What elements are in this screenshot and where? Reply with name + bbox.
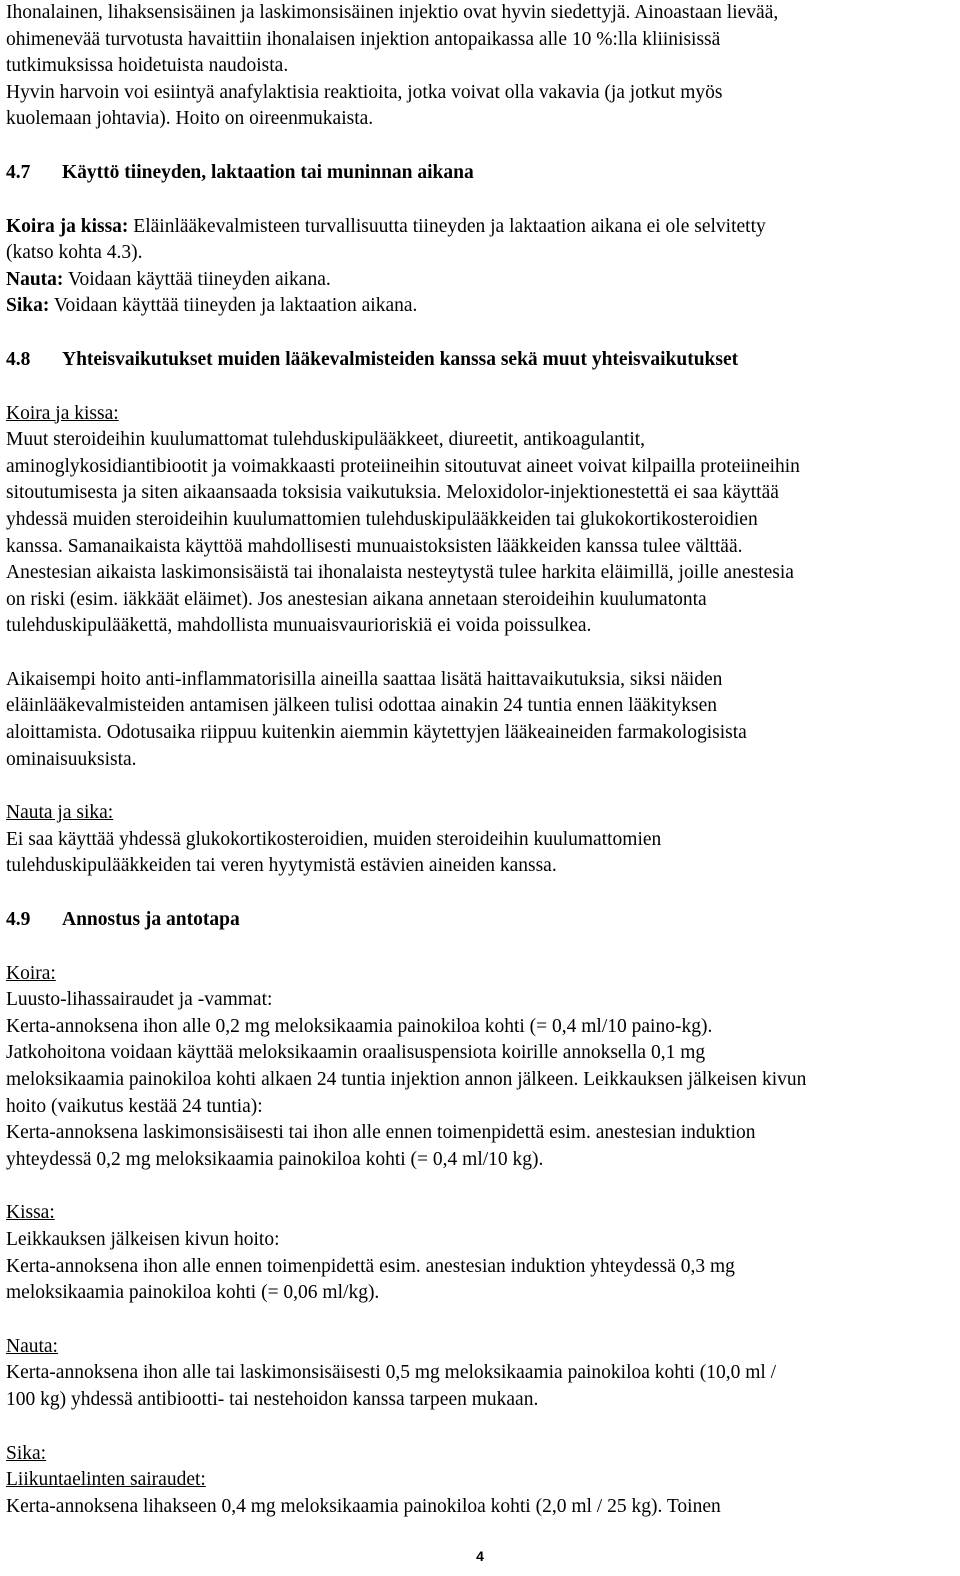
text-line: tulehduskipulääkettä, mahdollista munuaisvaurioriskiä ei voida poissulkea. [6, 615, 592, 637]
text-line: Hyvin harvoin voi esiintyä anafylaktisia reaktioita, jotka voivat olla vakavia (ja jotkut myös [6, 81, 723, 103]
text-line: Jatkohoitona voidaan käyttää meloksikaamin oraalisuspensiota koirille annoksella 0,1 mg [6, 1042, 706, 1064]
species-label: Nauta: [6, 268, 64, 290]
text-line [6, 293, 954, 320]
species-label: Nauta: [6, 1335, 58, 1357]
section-heading-4-7 [6, 160, 954, 187]
text-line: Muut steroideihin kuulumattomat tulehduskipulääkkeet, diureetit, antikoagulantit, [6, 429, 646, 451]
text-line: on riski (esim. iäkkäät eläimet). Jos anestesian aikana annetaan steroideihin kuulumatonta [6, 588, 707, 610]
text-line: meloksikaamia painokiloa kohti (= 0,06 ml/kg). [6, 1282, 380, 1304]
text-fragment: Voidaan käyttää tiineyden ja laktaation aikana. [49, 295, 418, 317]
text-line: Ei saa käyttää yhdessä glukokortikosteroidien, muiden steroideihin kuulumattomien [6, 828, 662, 850]
text-line: ominaisuuksista. [6, 748, 137, 770]
text-line: aminoglykosidiantibiootit ja voimakkaasti proteiineihin sitoutuvat aineet voivat kilpailla proteiineihin [6, 455, 800, 477]
text-line: ohimenevää turvotusta havaittiin ihonalaisen injektion antopaikassa alle 10 %:lla kliinisissä [6, 28, 721, 50]
section-4-7-body [6, 214, 954, 320]
section-number: 4.7 [6, 161, 31, 183]
text-line: Aikaisempi hoito anti-inflammatorisilla aineilla saattaa lisätä haittavaikutuksia, siksi näiden [6, 668, 723, 690]
text-line: kanssa. Samanaikaista käyttöä mahdollisesti munuaistoksisten lääkkeiden kanssa tulee välttää. [6, 535, 743, 557]
text-line: Kerta-annoksena lihakseen 0,4 mg meloksikaamia painokiloa kohti (2,0 ml / 25 kg). Toinen [6, 1495, 721, 1517]
section-4-8-body [6, 401, 954, 881]
text-line: meloksikaamia painokiloa kohti alkaen 24 tuntia injektion annon jälkeen. Leikkauksen jälkeisen kivun [6, 1069, 807, 1090]
text-line: Kerta-annoksena ihon alle tai laskimonsisäisesti 0,5 mg meloksikaamia painokiloa kohti (10,0 ml / [6, 1362, 777, 1384]
section-number: 4.9 [6, 909, 31, 931]
text-fragment: Voidaan käyttää tiineyden aikana. [63, 268, 331, 290]
section-heading-4-8 [6, 347, 954, 374]
species-label: Nauta ja sika: [6, 802, 114, 824]
text-line: kuolemaan johtavia). Hoito on oireenmukaista. [6, 108, 374, 130]
text-line: Kerta-annoksena laskimonsisäisesti tai ihon alle ennen toimenpidettä esim. anestesian induktion [6, 1122, 756, 1144]
text-line: sitoutumisesta ja siten aikaansaada toksisia vaikutuksia. Meloxidolor-injektionestettä ei saa käyttää [6, 482, 779, 504]
section-title: Annostus ja antotapa [62, 909, 240, 931]
text-line: hoito (vaikutus kestää 24 tuntia): [6, 1095, 263, 1117]
intro-paragraph [6, 0, 954, 133]
text-fragment: Eläinlääkevalmisteen turvallisuutta tiineyden ja laktaation aikana ei ole selvitetty [128, 215, 766, 237]
text-line [6, 214, 954, 241]
text-line: eläinlääkevalmisteiden antamisen jälkeen tulisi odottaa ainakin 24 tuntia ennen lääkityksen [6, 695, 717, 717]
subheading: Liikuntaelinten sairaudet: [6, 1469, 206, 1491]
text-line: 100 kg) yhdessä antibiootti- tai nestehoidon kanssa tarpeen mukaan. [6, 1388, 539, 1410]
text-line: Luusto-lihassairaudet ja -vammat: [6, 989, 273, 1011]
species-label: Koira ja kissa: [6, 215, 129, 237]
species-label: Koira ja kissa: [6, 402, 119, 424]
species-label: Sika: [6, 1442, 47, 1464]
text-line: (katso kohta 4.3). [6, 242, 143, 264]
species-label: Sika: [6, 295, 50, 317]
text-line: Kerta-annoksena ihon alle 0,2 mg meloksikaamia painokiloa kohti (= 0,4 ml/10 paino-kg). [6, 1015, 713, 1037]
text-line: tulehduskipulääkkeiden tai veren hyytymistä estävien aineiden kanssa. [6, 855, 557, 877]
text-line: Kerta-annoksena ihon alle ennen toimenpidettä esim. anestesian induktion yhteydessä 0,3 mg [6, 1255, 735, 1277]
text-line: aloittamista. Odotusaika riippuu kuitenkin aiemmin käytettyjen lääkeaineiden farmakologisista [6, 722, 747, 744]
text-line: Ihonalainen, lihaksensisäinen ja laskimonsisäinen injektio ovat hyvin siedettyjä. Ainoastaan lievää, [6, 2, 779, 23]
species-label: Kissa: [6, 1202, 55, 1224]
section-number: 4.8 [6, 348, 31, 370]
text-line: Leikkauksen jälkeisen kivun hoito: [6, 1228, 280, 1250]
section-heading-4-9 [6, 907, 954, 934]
document-page [6, 0, 954, 1520]
section-title: Yhteisvaikutukset muiden lääkevalmisteiden kanssa sekä muut yhteisvaikutukset [62, 348, 739, 370]
text-line: yhteydessä 0,2 mg meloksikaamia painokiloa kohti (= 0,4 ml/10 kg). [6, 1148, 544, 1170]
species-label: Koira: [6, 962, 56, 984]
text-line: tutkimuksissa hoidetuista naudoista. [6, 55, 289, 77]
text-line: yhdessä muiden steroideihin kuulumattomien tulehduskipulääkkeiden tai glukokortikosteroidien [6, 508, 758, 530]
section-title: Käyttö tiineyden, laktaation tai muninnan aikana [62, 161, 474, 183]
text-line [6, 267, 954, 294]
text-line: Anestesian aikaista laskimonsisäistä tai ihonalaista nesteytystä tulee harkita eläimillä, joille anestesia [6, 562, 794, 584]
section-4-9-body [6, 961, 954, 1521]
page-number: 4 [476, 1548, 484, 1564]
